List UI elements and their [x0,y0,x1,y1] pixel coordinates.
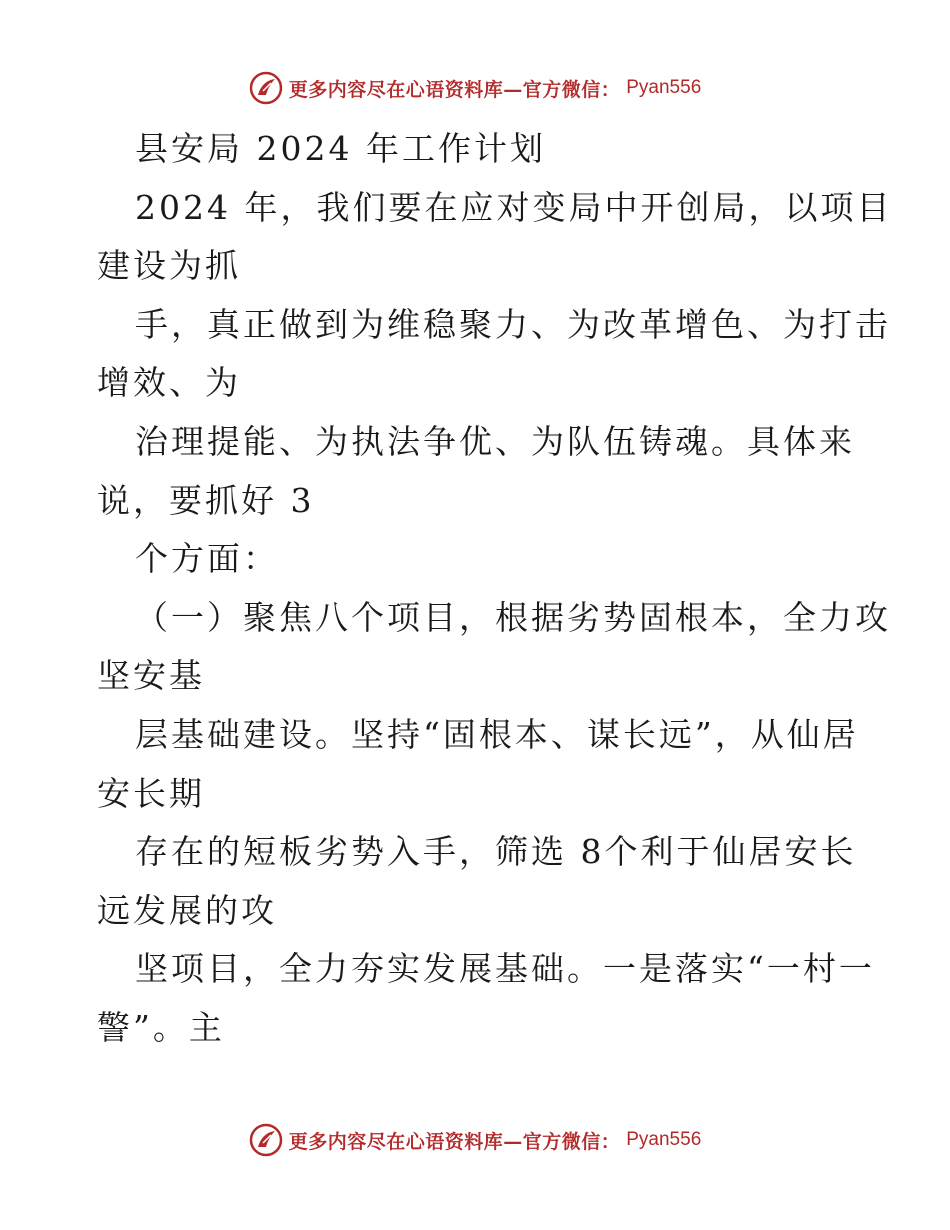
document-line: 县安局 2024 年工作计划 [135,129,546,168]
header-watermark [0,68,950,108]
document-line: 增效、为 [97,363,241,403]
document-line: （一）聚焦八个项目，根据劣势固根本，全力攻 [135,597,891,637]
document-line: 坚安基 [97,656,205,696]
document-line: 安长期 [97,773,205,813]
document-line: 存在的短板劣势入手，筛选 8个利于仙居安长 [135,832,857,872]
document-line: 层基础建设。坚持“固根本、谋长远”，从仙居 [135,714,859,754]
document-line: 治理提能、为执法争优、为队伍铸魂。具体来 [135,421,855,461]
document-line: 个方面： [135,539,279,579]
document-line: 手，真正做到为维稳聚力、为改革增色、为打击 [135,304,891,344]
document-line: 远发展的攻 [97,890,277,930]
watermark-text: 更多内容尽在心语资料库—官方微信： [288,78,621,101]
watermark-wechat-id: Pyan556 [626,1129,702,1150]
brand-logo-icon [249,71,283,105]
footer-watermark [0,1120,950,1160]
brand-logo-icon [249,1123,283,1157]
document-line: 警”。主 [97,1007,225,1047]
document-line: 坚项目，全力夯实发展基础。一是落实“一村一 [135,949,875,989]
watermark-wechat-id: Pyan556 [626,77,702,98]
watermark-text: 更多内容尽在心语资料库—官方微信： [288,1130,621,1153]
document-line: 说，要抓好 3 [97,480,315,520]
document-line: 2024 年，我们要在应对变局中开创局，以项目 [135,187,893,227]
document-line: 建设为抓 [97,246,241,286]
document-body [97,120,893,1058]
